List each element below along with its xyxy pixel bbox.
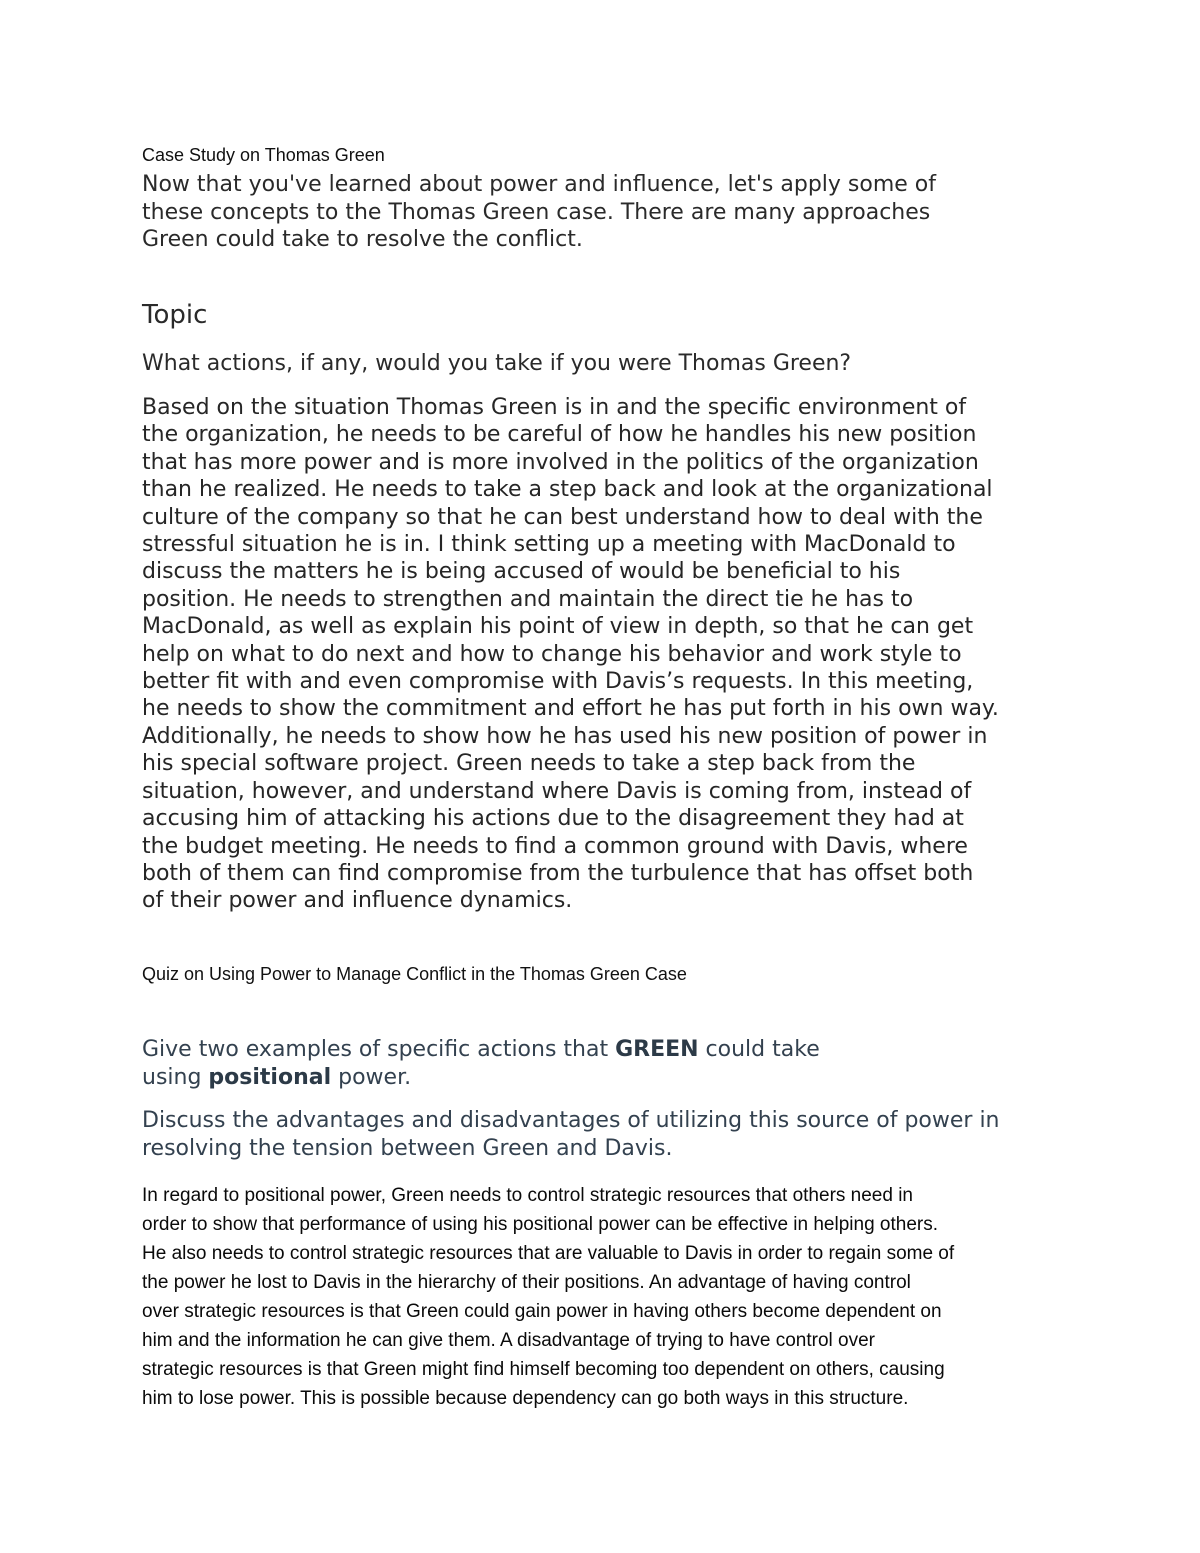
answer-line: discuss the matters he is being accused of would be beneficial to his <box>142 559 901 585</box>
quiz-answer-paragraph <box>142 1181 954 1413</box>
answer-line: his special software project. Green needs to take a step back from the <box>142 751 916 777</box>
intro-line: Now that you've learned about power and influence, let's apply some of <box>142 172 937 197</box>
topic-heading: Topic <box>142 300 208 330</box>
answer-line: situation, however, and understand where Davis is coming from, instead of <box>142 778 972 804</box>
quiz-answer-line: order to show that performance of using his positional power can be effective in helping others. <box>142 1214 939 1235</box>
answer-line: that has more power and is more involved in the politics of the organization <box>142 449 979 475</box>
answer-line: help on what to do next and how to change his behavior and work style to <box>142 641 962 667</box>
answer-line: better fit with and even compromise with Davis’s requests. In this meeting, <box>142 669 974 695</box>
answer-line: both of them can find compromise from the turbulence that has offset both <box>142 860 974 886</box>
quiz-emphasis: GREEN <box>615 1037 699 1062</box>
quiz-answer-line: In regard to positional power, Green needs to control strategic resources that others need in <box>142 1185 914 1206</box>
answer-line: culture of the company so that he can best understand how to deal with the <box>142 504 983 530</box>
answer-line: he needs to show the commitment and effort he has put forth in his own way. <box>142 696 999 722</box>
answer-line: position. He needs to strengthen and maintain the direct tie he has to <box>142 586 914 612</box>
intro-line: Green could take to resolve the conflict. <box>142 227 583 252</box>
topic-question: What actions, if any, would you take if you were Thomas Green? <box>142 351 852 376</box>
quiz-answer-line: He also needs to control strategic resources that are valuable to Davis in order to regain some of <box>142 1243 955 1264</box>
quiz-answer-line: strategic resources is that Green might find himself becoming too dependent on others, causing <box>142 1359 945 1380</box>
answer-line: than he realized. He needs to take a step back and look at the organizational <box>142 477 993 503</box>
quiz-question-2-line: resolving the tension between Green and Davis. <box>142 1136 673 1161</box>
answer-line: stressful situation he is in. I think setting up a meeting with MacDonald to <box>142 532 956 558</box>
quiz-text: using <box>142 1065 209 1090</box>
answer-line: accusing him of attacking his actions due to the disagreement they had at <box>142 806 964 832</box>
quiz-answer-line: over strategic resources is that Green could gain power in having others become dependent on <box>142 1301 942 1322</box>
quiz-question-2 <box>142 1107 1000 1163</box>
answer-line: MacDonald, as well as explain his point of view in depth, so that he can get <box>142 614 974 640</box>
quiz-text: could take <box>698 1037 820 1062</box>
quiz-answer-line: him and the information he can give them. A disadvantage of trying to have control over <box>142 1330 875 1351</box>
quiz-answer-line: him to lose power. This is possible because dependency can go both ways in this structure. <box>142 1388 909 1409</box>
quiz-question-1-line <box>142 1064 820 1092</box>
answer-line: of their power and influence dynamics. <box>142 888 573 914</box>
quiz-question-2-line: Discuss the advantages and disadvantages of utilizing this source of power in <box>142 1108 1000 1133</box>
quiz-title: Quiz on Using Power to Manage Conflict in the Thomas Green Case <box>142 964 687 984</box>
quiz-question-1-line <box>142 1036 820 1064</box>
case-study-title: Case Study on Thomas Green <box>142 145 385 165</box>
answer-line: Based on the situation Thomas Green is in and the specific environment of <box>142 395 967 420</box>
answer-line: Additionally, he needs to show how he has used his new position of power in <box>142 723 988 749</box>
answer-line: the organization, he needs to be careful of how he handles his new position <box>142 422 977 448</box>
answer-line: the budget meeting. He needs to find a common ground with Davis, where <box>142 833 968 859</box>
quiz-emphasis: positional <box>208 1065 332 1090</box>
quiz-answer-line: the power he lost to Davis in the hierarchy of their positions. An advantage of having control <box>142 1272 911 1293</box>
intro-paragraph <box>142 171 936 254</box>
quiz-text: power. <box>331 1065 412 1090</box>
quiz-text: Give two examples of specific actions that <box>142 1037 616 1062</box>
quiz-question-1 <box>142 1036 820 1092</box>
answer-paragraph <box>142 394 999 915</box>
intro-line: these concepts to the Thomas Green case. There are many approaches <box>142 199 931 225</box>
